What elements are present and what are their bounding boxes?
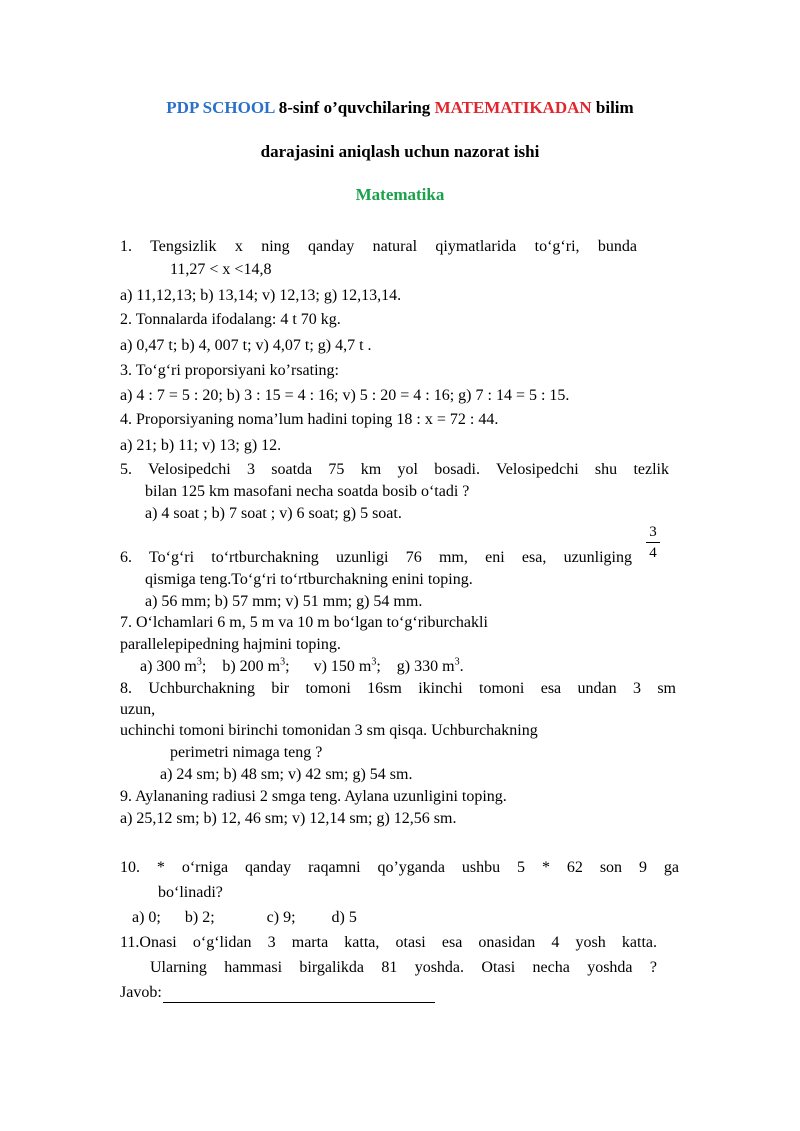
title-end: bilim [591,98,634,117]
q3-text: 3. To‘g‘ri proporsiyani ko’rsating: [120,362,339,379]
q4-options: a) 21; b) 11; v) 13; g) 12. [120,437,282,454]
q6-text-line-2: qismiga teng.To‘g‘ri to‘rtburchakning enini toping. [145,571,473,588]
title-line-2: darajasini aniqlash uchun nazorat ishi [260,142,540,161]
q7-text-line-1: 7. O‘lchamlari 6 m, 5 m va 10 m bo‘lgan to‘g‘riburchakli [120,614,488,631]
fraction-three-quarters [646,524,660,561]
q8-options: a) 24 sm; b) 48 sm; v) 42 sm; g) 54 sm. [160,766,413,783]
fraction-numerator: 3 [646,524,660,543]
subject-name: MATEMATIKADAN [434,98,592,117]
q10-text-line-1: 10. * o‘rniga qanday raqamni qo’yganda ushbu 5 * 62 son 9 ga [120,859,679,876]
q1-text-line-1: 1. Tengsizlik x ning qanday natural qiymatlarida to‘g‘ri, bunda [120,238,637,255]
q1-text-line-2: 11,27 < x <14,8 [170,261,272,278]
answer-label: Javob: [120,984,162,1001]
fraction-denominator: 4 [649,545,657,561]
q7-option-g: g) 330 $m^3$. [396,656,464,675]
q7-option-v: v) 150 $m^3$; [313,656,397,675]
answer-blank[interactable] [163,986,435,1003]
answer-line [120,983,435,1003]
q2-text: 2. Tonnalarda ifodalang: 4 t 70 kg. [120,311,341,328]
q11-text-line-1: 11.Onasi o‘g‘lidan 3 marta katta, otasi esa onasidan 4 yosh katta. [120,934,657,951]
q11-text-line-2: Ularning hammasi birgalikda 81 yoshda. Otasi necha yoshda ? [150,959,657,976]
q9-text: 9. Aylananing radiusi 2 smga teng. Aylana uzunligini toping. [120,788,507,805]
q4-text: 4. Proporsiyaning noma’lum hadini toping 18 : x = 72 : 44. [120,411,499,428]
q10-options: a) 0; b) 2; c) 9; d) 5 [132,909,357,926]
q1-options: a) 11,12,13; b) 13,14; v) 12,13; g) 12,13,14. [120,287,402,304]
q3-options: a) 4 : 7 = 5 : 20; b) 3 : 15 = 4 : 16; v) 5 : 20 = 4 : 16; g) 7 : 14 = 5 : 15. [120,387,570,404]
school-name: PDP SCHOOL [166,98,275,117]
q2-options: a) 0,47 t; b) 4, 007 t; v) 4,07 t; g) 4,7 t . [120,337,372,354]
q8-text-line-2: uzun, [120,701,156,718]
q9-options: a) 25,12 sm; b) 12, 46 sm; v) 12,14 sm; g) 12,56 sm. [120,810,457,827]
q7-options [140,657,464,677]
q5-options: a) 4 soat ; b) 7 soat ; v) 6 soat; g) 5 soat. [145,505,402,522]
q5-text-line-1: 5. Velosipedchi 3 soatda 75 km yol bosadi. Velosipedchi shu tezlik [120,461,669,478]
subtitle: Matematika [355,185,445,204]
q7-option-a: a) 300 $m^3$; [140,656,223,675]
q7-option-b: b) 200 $m^3$; [222,656,314,675]
title-middle: 8-sinf o’quvchilaring [274,98,435,117]
q7-text-line-2: parallelepipedning hajmini toping. [120,636,341,653]
q5-text-line-2: bilan 125 km masofani necha soatda bosib o‘tadi ? [145,483,470,500]
q6-options: a) 56 mm; b) 57 mm; v) 51 mm; g) 54 mm. [145,593,423,610]
q8-text-line-4: perimetri nimaga teng ? [170,744,323,761]
title-line-1 [120,98,680,118]
q8-text-line-1: 8. Uchburchakning bir tomoni 16sm ikinchi tomoni esa undan 3 sm [120,680,676,697]
q8-text-line-3: uchinchi tomoni birinchi tomonidan 3 sm qisqa. Uchburchakning [120,722,538,739]
q10-text-line-2: bo‘linadi? [158,884,223,901]
q6-text-line-1: 6. To‘g‘ri to‘rtburchakning uzunligi 76 mm, eni esa, uzunliging [120,549,632,566]
